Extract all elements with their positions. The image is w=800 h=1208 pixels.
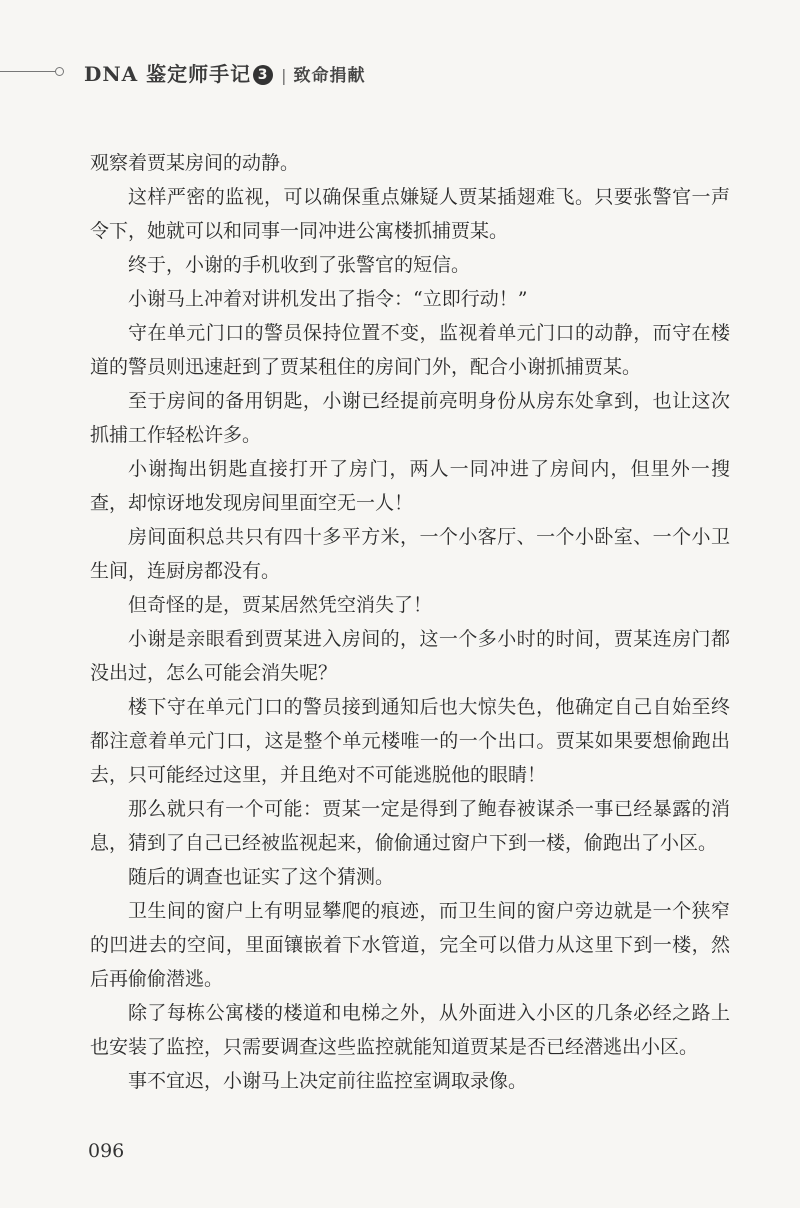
- paragraph: 事不宜迟，小谢马上决定前往监控室调取录像。: [128, 1070, 528, 1092]
- paragraph: 观察着贾某房间的动静。: [90, 152, 300, 174]
- book-subtitle: 致命捐献: [293, 66, 366, 86]
- running-header: [0, 56, 800, 88]
- paragraph: 这样严密的监视，可以确保重点嫌疑人贾某插翅难飞。只要张警官一声令下，她就可以和同事一同冲进公寓楼抓捕贾某。: [90, 186, 730, 242]
- volume-badge: 3: [253, 65, 273, 85]
- body-text: [90, 146, 730, 1098]
- paragraph: 守在单元门口的警员保持位置不变，监视着单元门口的动静，而守在楼道的警员则迅速赶到了贾某租住的房间门外，配合小谢抓捕贾某。: [90, 322, 730, 378]
- paragraph: 至于房间的备用钥匙，小谢已经提前亮明身份从房东处拿到，也让这次抓捕工作轻松许多。: [90, 390, 730, 446]
- book-title-main: DNA 鉴定师手记: [84, 62, 252, 86]
- header-ornament: [55, 67, 64, 76]
- page-number: 096: [88, 1140, 125, 1162]
- book-title: [84, 58, 366, 87]
- title-separator: |: [281, 66, 288, 85]
- paragraph: 房间面积总共只有四十多平方米，一个小客厅、一个小卧室、一个小卫生间，连厨房都没有。: [90, 526, 730, 582]
- paragraph: 楼下守在单元门口的警员接到通知后也大惊失色，他确定自己自始至终都注意着单元门口，这是整个单元楼唯一的一个出口。贾某如果要想偷跑出去，只可能经过这里，并且绝对不可能逃脱他的眼睛！: [90, 696, 730, 786]
- paragraph: 但奇怪的是，贾某居然凭空消失了！: [128, 594, 433, 616]
- paragraph: 小谢马上冲着对讲机发出了指令：“立即行动！”: [128, 288, 528, 310]
- paragraph: 卫生间的窗户上有明显攀爬的痕迹，而卫生间的窗户旁边就是一个狭窄的凹进去的空间，里面镶嵌着下水管道，完全可以借力从这里下到一楼，然后再偷偷潜逃。: [90, 900, 730, 990]
- paragraph: 除了每栋公寓楼的楼道和电梯之外，从外面进入小区的几条必经之路上也安装了监控，只需要调查这些监控就能知道贾某是否已经潜逃出小区。: [90, 1002, 730, 1058]
- paragraph: 随后的调查也证实了这个猜测。: [128, 866, 395, 888]
- header-rule: [0, 71, 56, 72]
- paragraph: 那么就只有一个可能：贾某一定是得到了鲍春被谋杀一事已经暴露的消息，猜到了自己已经被监视起来，偷偷通过窗户下到一楼，偷跑出了小区。: [90, 798, 730, 854]
- paragraph: 小谢掏出钥匙直接打开了房门，两人一同冲进了房间内，但里外一搜查，却惊讶地发现房间里面空无一人！: [90, 458, 730, 514]
- paragraph: 小谢是亲眼看到贾某进入房间的，这一个多小时的时间，贾某连房门都没出过，怎么可能会消失呢？: [90, 628, 730, 684]
- paragraph: 终于，小谢的手机收到了张警官的短信。: [128, 254, 471, 276]
